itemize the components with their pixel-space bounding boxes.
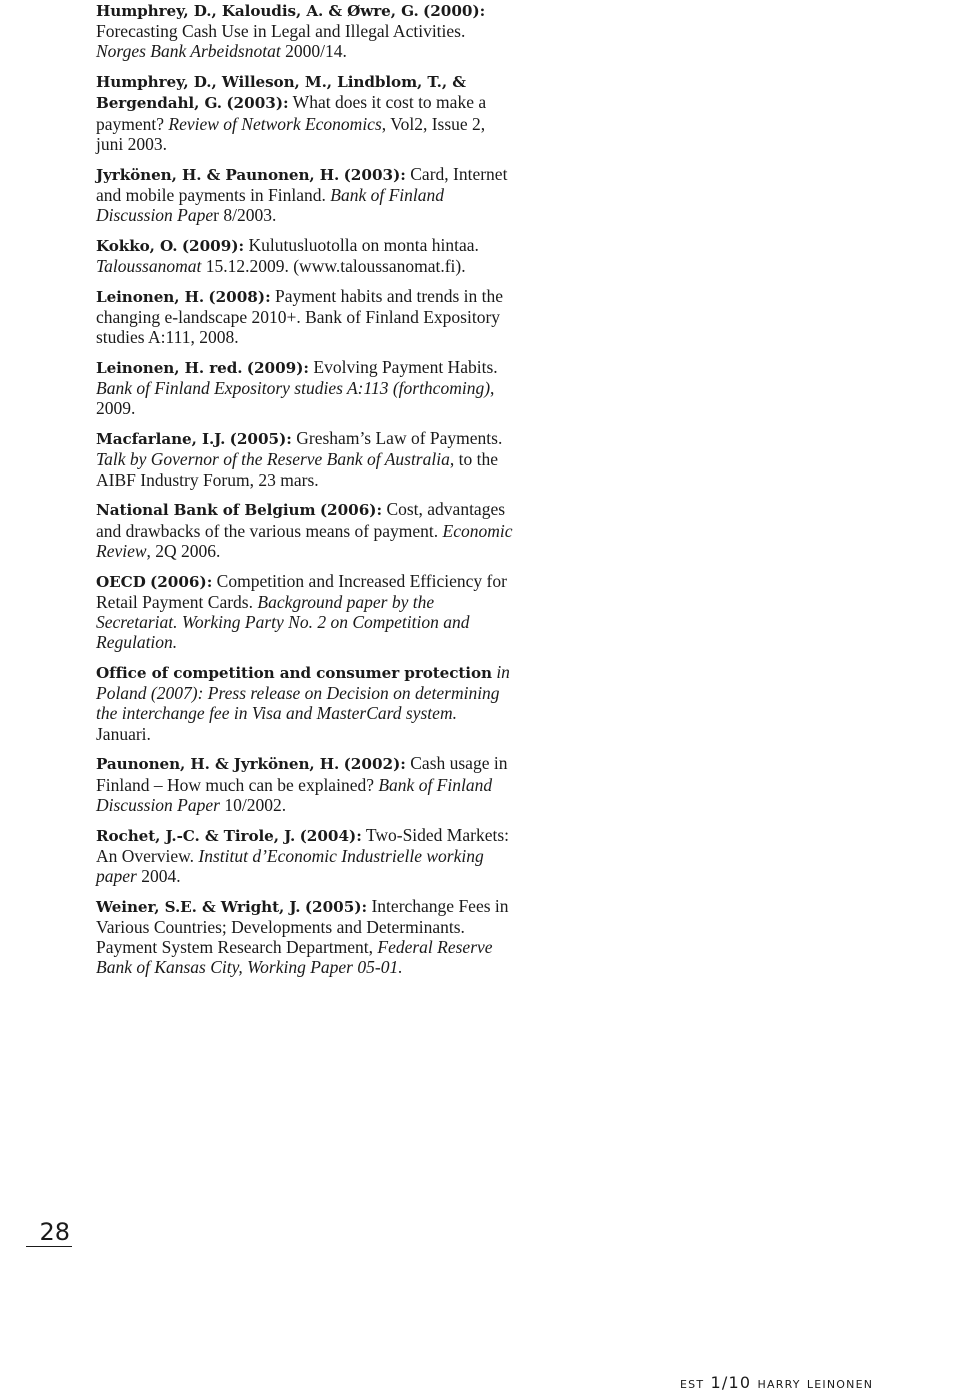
reference-text: Evolving Payment Habits. bbox=[309, 357, 498, 378]
reference-text: , Vol2, Issue 2, juni 2003. bbox=[96, 113, 486, 154]
reference-text: 10/2002. bbox=[219, 794, 287, 815]
reference-authors: Humphrey, D., Kaloudis, A. & Øwre, G. bbox=[96, 2, 419, 20]
reference-source-italic: Talk by Governor of the Reserve Bank of Australia bbox=[96, 449, 450, 470]
page-number: 28 bbox=[39, 1218, 70, 1246]
reference-text: Cost, advantages and drawbacks of the various means of payment. bbox=[96, 499, 506, 541]
reference-text: 2000/14. bbox=[280, 41, 347, 62]
reference-item bbox=[96, 235, 516, 276]
reference-item bbox=[96, 428, 516, 490]
page-number-rule bbox=[26, 1246, 72, 1247]
reference-text: Two-Sided Markets: An Overview. bbox=[96, 824, 510, 866]
reference-source-italic: Economic Review bbox=[96, 520, 513, 561]
reference-year: (2003): bbox=[226, 94, 289, 113]
reference-item bbox=[96, 0, 516, 62]
reference-source-italic: Bank of Finland Expository studies A:113 (forthcoming) bbox=[96, 378, 491, 399]
reference-year: (2008): bbox=[208, 287, 271, 306]
reference-source-italic: Background paper by the Secretariat. Working Party No. 2 on Competition and Regulation. bbox=[96, 591, 470, 653]
reference-text: Competition and Increased Efficiency for Retail Payment Cards. bbox=[96, 570, 507, 612]
reference-authors: Paunonen, H. & Jyrkönen, H. bbox=[96, 755, 340, 774]
running-footer: est 1/10 harry leinonen bbox=[680, 1373, 874, 1392]
reference-year: (2006): bbox=[319, 501, 383, 520]
reference-item bbox=[96, 357, 516, 419]
reference-text: Gresham’s Law of Payments. bbox=[291, 428, 503, 449]
reference-text: What does it cost to make a payment? bbox=[96, 92, 487, 134]
reference-authors: Kokko, O. bbox=[96, 236, 178, 255]
reference-authors: OECD bbox=[96, 572, 146, 591]
reference-text: 2004. bbox=[136, 866, 181, 887]
reference-text: Forecasting Cash Use in Legal and Illegal Activities. bbox=[96, 21, 466, 42]
reference-authors: Leinonen, H. bbox=[96, 287, 205, 306]
reference-source-italic: in Poland (2007): Press release on Decision on determining the interchange fee in Visa and MasterCard system. bbox=[96, 662, 510, 724]
reference-source-italic: Institut d’Economic Industrielle working paper bbox=[96, 845, 484, 887]
reference-year: (2009): bbox=[246, 359, 310, 378]
reference-item bbox=[96, 286, 516, 348]
reference-source-italic: Bank of Finland Discussion Paper bbox=[96, 774, 493, 815]
reference-authors: National Bank of Belgium bbox=[96, 501, 316, 520]
reference-source-italic: Federal Reserve Bank of Kansas City, Working Paper 05-01. bbox=[96, 937, 493, 978]
reference-item bbox=[96, 571, 516, 653]
reference-year: (2003): bbox=[343, 165, 406, 184]
reference-source-italic: Norges Bank Arbeidsnotat bbox=[96, 41, 281, 62]
reference-source-italic: Bank of Finland Discussion Pape bbox=[96, 184, 445, 226]
reference-authors: Humphrey, D., Willeson, M., Lindblom, T., & Bergendahl, G. bbox=[96, 73, 466, 113]
reference-list bbox=[96, 0, 516, 987]
reference-text: Card, Internet and mobile payments in Finland. bbox=[96, 163, 508, 205]
reference-item bbox=[96, 662, 516, 744]
reference-year: (2004): bbox=[299, 826, 362, 845]
reference-item bbox=[96, 825, 516, 887]
reference-text: Kulutusluotolla on monta hintaa. bbox=[244, 234, 479, 255]
reference-text: Payment habits and trends in the changing e-landscape 2010+. Bank of Finland Expository studies A:111, 2008. bbox=[96, 285, 503, 348]
reference-text: , to the AIBF Industry Forum, 23 mars. bbox=[96, 449, 498, 490]
reference-text: r 8/2003. bbox=[213, 205, 277, 226]
reference-text: Interchange Fees in Various Countries; Developments and Determinants. Payment System Research Department, bbox=[96, 895, 509, 958]
reference-authors: Rochet, J.-C. & Tirole, J. bbox=[96, 826, 296, 845]
reference-text: , 2009. bbox=[96, 378, 495, 419]
reference-year: (2005): bbox=[304, 897, 368, 916]
reference-authors: Weiner, S.E. & Wright, J. bbox=[96, 897, 301, 916]
reference-text: Januari. bbox=[96, 723, 151, 744]
reference-source-italic: Review of Network Economics bbox=[168, 113, 382, 134]
reference-item bbox=[96, 164, 516, 226]
reference-item bbox=[96, 753, 516, 815]
reference-authors: Leinonen, H. red. bbox=[96, 359, 243, 378]
reference-year: (2000): bbox=[423, 2, 486, 20]
reference-authors: Macfarlane, I.J. bbox=[96, 430, 226, 449]
reference-year: (2006): bbox=[150, 572, 213, 591]
reference-item bbox=[96, 896, 516, 978]
reference-item bbox=[96, 499, 516, 561]
reference-authors: Office of competition and consumer protection bbox=[96, 664, 492, 683]
reference-source-italic: Taloussanomat bbox=[96, 256, 202, 277]
reference-year: (2002): bbox=[343, 755, 406, 774]
reference-year: (2009): bbox=[181, 236, 245, 255]
reference-year: (2005): bbox=[229, 430, 292, 449]
reference-text: Cash usage in Finland – How much can be explained? bbox=[96, 753, 508, 795]
reference-text: 15.12.2009. (www.taloussanomat.fi). bbox=[201, 256, 466, 277]
reference-authors: Jyrkönen, H. & Paunonen, H. bbox=[96, 165, 340, 184]
reference-text: , 2Q 2006. bbox=[146, 540, 221, 561]
reference-item bbox=[96, 71, 516, 154]
